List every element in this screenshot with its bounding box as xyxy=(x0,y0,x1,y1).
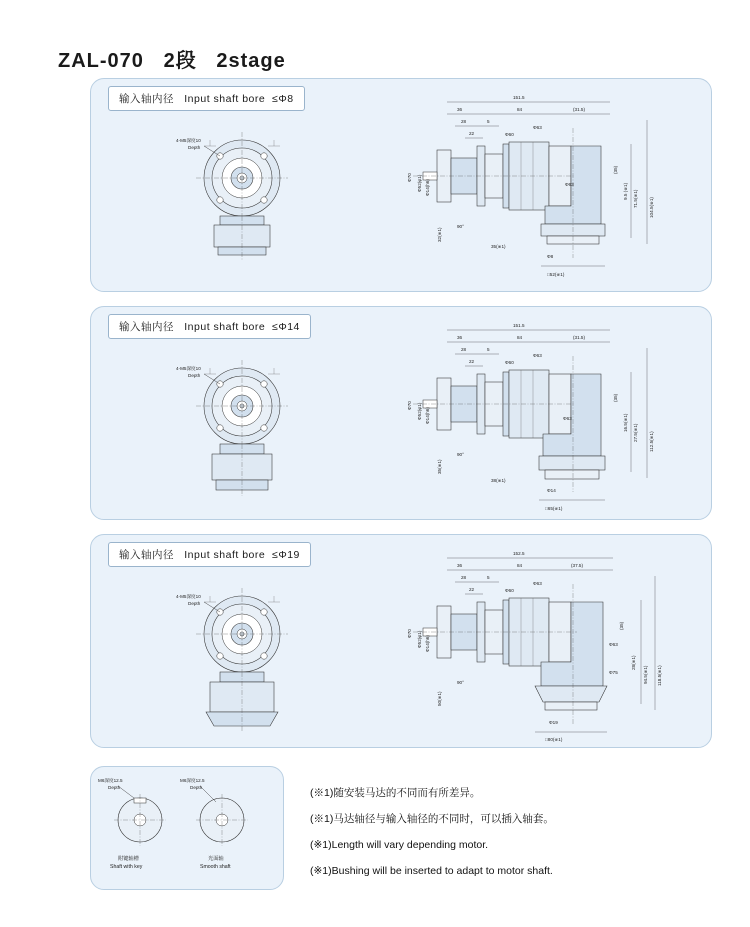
note-3: (※1)Length will vary depending motor. xyxy=(310,839,489,851)
note-1: (※1)随安装马达的不同而有所差异。 xyxy=(310,787,481,799)
dim-f-3: 22 xyxy=(469,587,475,592)
dim-k-2: Φ14(h6) xyxy=(425,407,430,424)
dim-a-2: 36 xyxy=(457,335,463,340)
dim-m-1: 35(※1) xyxy=(491,244,506,249)
bolt-note-cn-3: 4-M5深度10 xyxy=(176,594,201,599)
smooth-shaft-note-cn: M6深度12.5 xyxy=(180,778,205,783)
bolt-note-cn-2: 4-M5深度10 xyxy=(176,366,201,371)
dim-s-1: 9.5 (※1) xyxy=(623,182,628,200)
bore-label-2: 输入轴内径 Input shaft bore ≤Φ14 xyxy=(108,314,311,339)
bolt-note-en-2: Depth xyxy=(188,373,201,378)
page-title: ZAL-070 2段 2stage xyxy=(58,50,286,72)
dim-i-1: Φ70 xyxy=(407,173,412,182)
dim-c-3: (37.5) xyxy=(571,563,584,568)
dim-t-3: 94.5(※1) xyxy=(643,665,648,684)
dim-n-1: 90° xyxy=(457,224,464,229)
dim-total-length-1: 151.5 xyxy=(513,95,525,100)
note-4: (※1)Bushing will be inserted to adapt to motor shaft. xyxy=(310,865,553,877)
note-2: (※1)马达轴径与输入轴径的不同时，可以插入轴套。 xyxy=(310,813,554,825)
dim-q-3: □80(※1) xyxy=(545,737,563,742)
dim-b-1: 84 xyxy=(517,107,523,112)
dim-e-3: 5 xyxy=(487,575,490,580)
dim-g-1: Φ60 xyxy=(505,132,514,137)
dim-q-1: □52(※1) xyxy=(547,272,565,277)
dim-d-2: 28 xyxy=(461,347,467,352)
shaft-key-note-cn: M6深度12.5 xyxy=(98,778,123,783)
shaft-detail-view xyxy=(96,772,276,884)
dim-k-3: Φ14(h6) xyxy=(425,635,430,652)
dim-q-2: □65(※1) xyxy=(545,506,563,511)
dim-p-3: Φ19 xyxy=(549,720,558,725)
dim-r-3: (35) xyxy=(619,621,624,630)
dim-h-3: Φ63 xyxy=(533,581,542,586)
dim-u-2: 112.5(※1) xyxy=(649,431,654,452)
dim-j-1: Φ52(φ1) xyxy=(417,174,422,192)
dim-e-1: 5 xyxy=(487,119,490,124)
dim-i-2: Φ70 xyxy=(407,401,412,410)
dim-a-1: 36 xyxy=(457,107,463,112)
dim-u-1: 104.5(※1) xyxy=(649,197,654,218)
dim-r-2: (35) xyxy=(613,393,618,402)
dim-m-3: Φ63 xyxy=(609,642,618,647)
notes-block xyxy=(310,780,730,884)
dim-l-1: 32(※1) xyxy=(437,227,442,242)
dim-n-3: 90° xyxy=(457,680,464,685)
dim-s-3: 28(※1) xyxy=(631,655,636,670)
dim-j-2: Φ52(φ1) xyxy=(417,402,422,420)
dim-l-2: 35(※1) xyxy=(437,459,442,474)
dim-total-length-2: 151.5 xyxy=(513,323,525,328)
dim-o-3: Φ75 xyxy=(609,670,618,675)
dim-l-3: 50(※1) xyxy=(437,691,442,706)
shaft-key-note-en: Depth xyxy=(108,785,121,790)
dim-t-2: 27.5(※1) xyxy=(633,423,638,442)
dim-t-1: 71.5(※1) xyxy=(633,189,638,208)
front-view-1 xyxy=(170,120,320,280)
dim-k-1: Φ14(h6) xyxy=(425,179,430,196)
bolt-note-cn-1: 4-M5深度10 xyxy=(176,138,201,143)
dim-g-3: Φ60 xyxy=(505,588,514,593)
dim-m-2: 38(※1) xyxy=(491,478,506,483)
bolt-note-en-3: Depth xyxy=(188,601,201,606)
front-view-3 xyxy=(170,576,320,736)
front-view-2 xyxy=(170,348,320,508)
dim-u-3: 118.5(※1) xyxy=(657,665,662,686)
dim-s-2: 16.5(※1) xyxy=(623,413,628,432)
dim-o-1: Φ63 xyxy=(565,182,574,187)
dim-n-2: 90° xyxy=(457,452,464,457)
bore-label-3: 输入轴内径 Input shaft bore ≤Φ19 xyxy=(108,542,311,567)
dim-o-2: Φ63 xyxy=(563,416,572,421)
dim-total-length-3: 152.5 xyxy=(513,551,525,556)
smooth-shaft-caption-en: Smooth shaft xyxy=(200,864,231,870)
dim-f-1: 22 xyxy=(469,131,475,136)
dim-d-3: 28 xyxy=(461,575,467,580)
dim-g-2: Φ60 xyxy=(505,360,514,365)
smooth-shaft-note-en: Depth xyxy=(190,785,203,790)
dim-r-1: (35) xyxy=(613,165,618,174)
dim-i-3: Φ70 xyxy=(407,629,412,638)
side-view-1 xyxy=(395,88,695,288)
smooth-shaft-caption-cn: 光面轴 xyxy=(208,856,224,862)
shaft-key-caption-en: Shaft with key xyxy=(110,864,143,870)
dim-b-2: 84 xyxy=(517,335,523,340)
dim-c-2: (31.5) xyxy=(573,335,586,340)
shaft-key-caption-cn: 附键轴槽 xyxy=(118,856,139,862)
side-view-2 xyxy=(395,316,695,516)
bolt-note-en-1: Depth xyxy=(188,145,201,150)
dim-a-3: 36 xyxy=(457,563,463,568)
dim-b-3: 84 xyxy=(517,563,523,568)
dim-h-1: Φ63 xyxy=(533,125,542,130)
bore-label-1: 输入轴内径 Input shaft bore ≤Φ8 xyxy=(108,86,305,111)
dim-c-1: (31.5) xyxy=(573,107,586,112)
dim-j-3: Φ52(φ1) xyxy=(417,630,422,648)
dim-h-2: Φ63 xyxy=(533,353,542,358)
side-view-3 xyxy=(395,544,695,744)
dim-d-1: 28 xyxy=(461,119,467,124)
dim-p-1: Φ8 xyxy=(547,254,554,259)
dim-e-2: 5 xyxy=(487,347,490,352)
dim-p-2: Φ14 xyxy=(547,488,556,493)
dim-f-2: 22 xyxy=(469,359,475,364)
